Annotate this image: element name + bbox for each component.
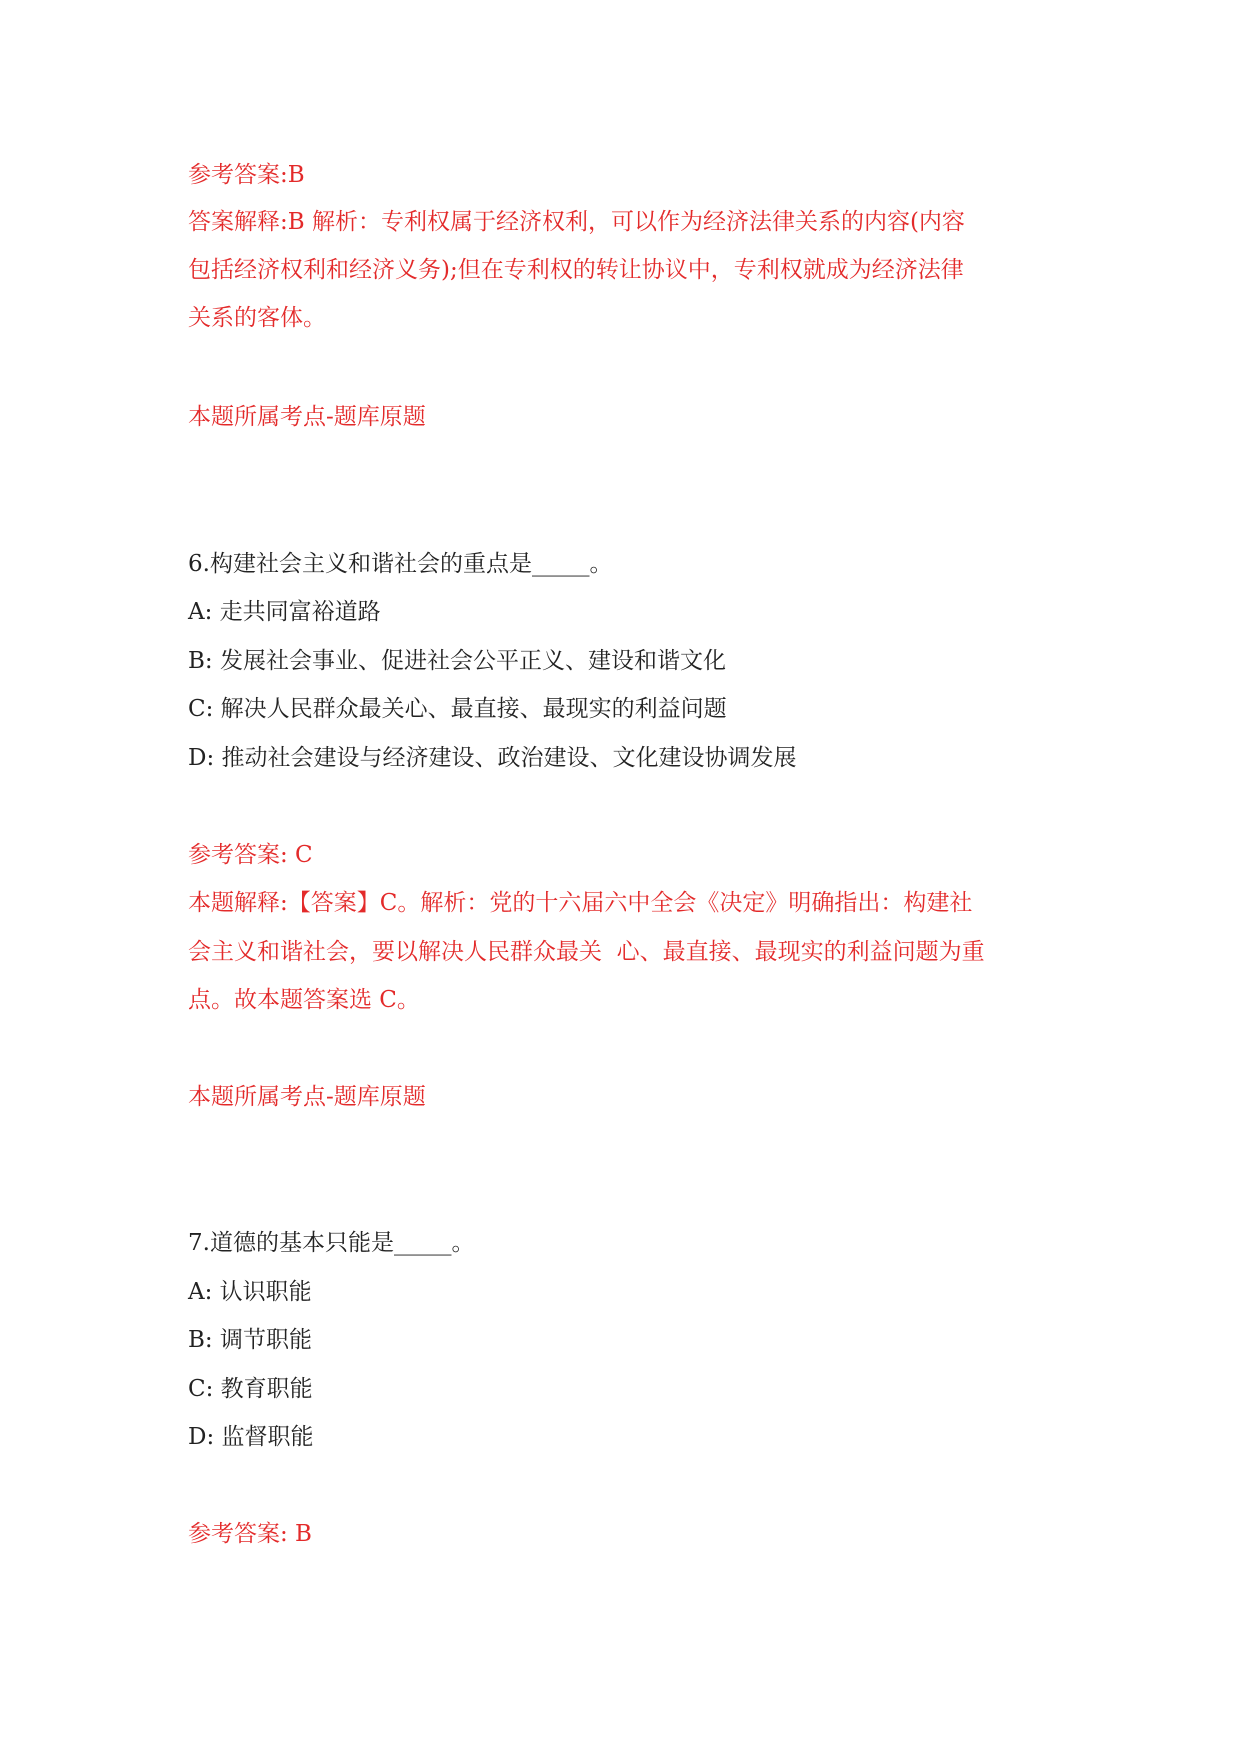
topic-tag-q6: 本题所属考点-题库原题 (188, 1084, 426, 1110)
question-7-option-a: A: 认识职能 (188, 1279, 312, 1305)
answer-q7: 参考答案: B (188, 1521, 312, 1547)
topic-tag-q5: 本题所属考点-题库原题 (188, 404, 426, 430)
explanation-q5-line-2: 包括经济权利和经济义务);但在专利权的转让协议中，专利权就成为经济法律 (188, 257, 964, 283)
question-7-option-b: B: 调节职能 (188, 1327, 312, 1353)
question-6-option-c: C: 解决人民群众最关心、最直接、最现实的利益问题 (188, 696, 727, 722)
question-7-option-d: D: 监督职能 (188, 1424, 314, 1450)
question-7-option-c: C: 教育职能 (188, 1376, 313, 1402)
answer-q6: 参考答案: C (188, 842, 313, 868)
question-6-option-d: D: 推动社会建设与经济建设、政治建设、文化建设协调发展 (188, 745, 797, 771)
question-6-option-b: B: 发展社会事业、促进社会公平正义、建设和谐文化 (188, 648, 726, 674)
question-6-option-a: A: 走共同富裕道路 (188, 599, 381, 625)
explanation-q6-line-1: 本题解释:【答案】C。解析：党的十六届六中全会《决定》明确指出：构建社 (188, 890, 973, 916)
question-6-stem: 6.构建社会主义和谐社会的重点是_____。 (188, 551, 613, 577)
explanation-q6-line-2: 会主义和谐社会，要以解决人民群众最关 心、最直接、最现实的利益问题为重 (188, 939, 985, 965)
answer-q5: 参考答案:B (188, 162, 305, 188)
explanation-q5-line-1: 答案解释:B 解析：专利权属于经济权利，可以作为经济法律关系的内容(内容 (188, 209, 965, 235)
explanation-q5-line-3: 关系的客体。 (188, 305, 326, 331)
question-7-stem: 7.道德的基本只能是_____。 (188, 1230, 475, 1256)
explanation-q6-line-3: 点。故本题答案选 C。 (188, 987, 420, 1013)
